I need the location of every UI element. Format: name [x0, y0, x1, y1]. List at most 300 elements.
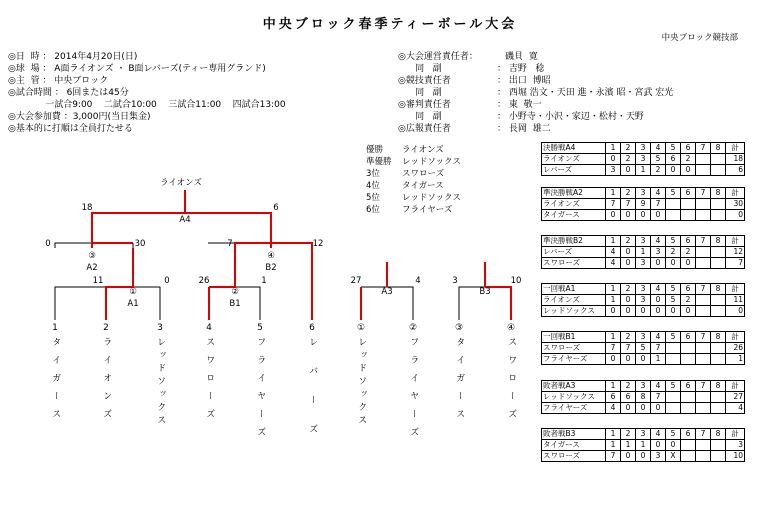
inning-score: 1	[651, 354, 666, 365]
scoreboard-row	[542, 295, 745, 306]
inning-score: 0	[621, 403, 636, 414]
inning-score	[696, 210, 711, 221]
b3-right-score: 10	[510, 276, 522, 286]
inning-score	[681, 440, 696, 451]
inning-score	[711, 392, 726, 403]
scoreboard-title: 一回戦B1	[542, 332, 606, 343]
inning-header: 6	[681, 284, 696, 295]
inning-header: 1	[606, 143, 621, 154]
inning-score	[696, 392, 711, 403]
semi-right-left-score: 7	[227, 239, 233, 249]
inning-score	[666, 403, 681, 414]
inning-score	[681, 199, 696, 210]
inning-score: 0	[651, 258, 666, 269]
slot-number: 5	[257, 323, 263, 333]
bracket-line-win	[106, 248, 133, 320]
team-name: ライオンズ	[542, 295, 606, 306]
a3-label: A3	[381, 287, 393, 297]
inning-header: 7	[696, 236, 711, 247]
scoreboard-title: 準決勝戦B2	[542, 236, 606, 247]
inning-score: 7	[606, 343, 621, 354]
scoreboard-title: 敗者戦B3	[542, 429, 606, 440]
inning-header: 1	[606, 188, 621, 199]
inning-header: 7	[696, 381, 711, 392]
inning-header: 7	[696, 429, 711, 440]
inning-header: 計	[726, 381, 745, 392]
inning-header: 3	[636, 332, 651, 343]
inning-score: 0	[621, 247, 636, 258]
slot-number: ①	[356, 323, 366, 333]
inning-score	[681, 451, 696, 462]
inning-score	[681, 343, 696, 354]
inning-score: 0	[636, 354, 651, 365]
final-label: A4	[179, 215, 191, 225]
team-slot	[305, 322, 319, 453]
inning-header: 1	[606, 332, 621, 343]
inning-header: 6	[681, 429, 696, 440]
staff-name: ： 吉野 稔	[497, 64, 545, 74]
scoreboard-row	[542, 354, 745, 365]
inning-score: 3	[636, 154, 651, 165]
inning-score: 2	[651, 165, 666, 176]
total-score: 0	[726, 210, 745, 221]
a1-label: A1	[127, 299, 139, 309]
inning-score: 3	[651, 247, 666, 258]
total-score: 30	[726, 199, 745, 210]
team-name: スワローズ	[542, 451, 606, 462]
inning-header: 2	[621, 284, 636, 295]
slot-team-name: レッドソックス	[356, 336, 367, 428]
inning-score	[696, 343, 711, 354]
bracket-line	[55, 243, 92, 248]
inning-score: 0	[636, 451, 651, 462]
inning-score: 2	[681, 295, 696, 306]
inning-score	[696, 403, 711, 414]
slot-team-name: タイガース	[454, 336, 465, 427]
slot-number: 4	[206, 323, 212, 333]
scoreboard-row	[542, 343, 745, 354]
inning-header: 計	[726, 429, 745, 440]
scoreboard-row	[542, 403, 745, 414]
inning-score: 0	[606, 354, 621, 365]
inning-score	[666, 392, 681, 403]
inning-score	[711, 403, 726, 414]
inning-score: 7	[651, 343, 666, 354]
team-slot	[253, 322, 267, 445]
inning-score	[711, 258, 726, 269]
inning-score: 7	[621, 343, 636, 354]
inning-header: 計	[726, 284, 745, 295]
inning-header: 4	[651, 188, 666, 199]
inning-score	[711, 343, 726, 354]
semi-left-marker: ③	[88, 251, 96, 261]
scoreboard	[541, 187, 745, 221]
slot-team-name: タイガース	[50, 336, 61, 427]
standing-place: 準優勝	[366, 157, 392, 167]
inning-score: 4	[606, 258, 621, 269]
standing-team: ライオンズ	[402, 145, 444, 155]
info-batting-rule: ◎基本的に打順は全員打たせる	[8, 124, 133, 134]
inning-header: 8	[711, 429, 726, 440]
inning-score	[681, 354, 696, 365]
inning-score: 7	[606, 199, 621, 210]
scoreboard-row	[542, 199, 745, 210]
b1-marker: ②	[231, 287, 239, 297]
a3-left-score: 27	[350, 276, 362, 286]
staff-role: 同 副	[398, 88, 442, 98]
inning-score: 3	[651, 451, 666, 462]
inning-score: 1	[636, 440, 651, 451]
scoreboard	[541, 235, 745, 269]
inning-score: 5	[666, 295, 681, 306]
inning-score: 0	[636, 306, 651, 317]
scoreboard-row	[542, 451, 745, 462]
scoreboard-row	[542, 247, 745, 258]
inning-score: 0	[636, 403, 651, 414]
semi-right-right-score: 12	[312, 239, 324, 249]
info-schedule: 一試合9:00 二試合10:00 三試合11:00 四試合13:00	[8, 100, 286, 110]
inning-header: 2	[621, 188, 636, 199]
inning-header: 2	[621, 236, 636, 247]
team-name: レッドソックス	[542, 306, 606, 317]
inning-score	[711, 199, 726, 210]
team-name: レッドソックス	[542, 392, 606, 403]
inning-header: 7	[696, 143, 711, 154]
semi-left-left-score: 0	[45, 239, 51, 249]
total-score: 27	[726, 392, 745, 403]
inning-score: 0	[606, 210, 621, 221]
inning-score	[711, 210, 726, 221]
standing-team: フライヤーズ	[402, 205, 453, 215]
inning-header: 7	[696, 332, 711, 343]
slot-team-name: フライヤーズ	[408, 336, 419, 445]
inning-header: 6	[681, 332, 696, 343]
inning-score: 0	[606, 154, 621, 165]
inning-score: 6	[621, 392, 636, 403]
slot-team-name: レバーズ	[307, 336, 318, 453]
inning-header: 6	[681, 188, 696, 199]
staff-name: ： 西堀 浩文・天田 進・永濱 昭・宮武 宏光	[497, 88, 674, 98]
slot-team-name: スワローズ	[204, 336, 215, 427]
inning-score: 0	[651, 295, 666, 306]
inning-score: 4	[606, 247, 621, 258]
team-name: ライオンズ	[542, 154, 606, 165]
total-score: 26	[726, 343, 745, 354]
inning-score: 1	[636, 165, 651, 176]
total-score: 10	[726, 451, 745, 462]
team-name: スワローズ	[542, 343, 606, 354]
scoreboard-row	[542, 154, 745, 165]
scoreboard-title: 敗者戦A3	[542, 381, 606, 392]
scoreboard-row	[542, 210, 745, 221]
info-date: ◎日 時 ： 2014年4月20日(日)	[8, 52, 138, 62]
total-score: 0	[726, 306, 745, 317]
info-fee: ◎大会参加費 ：3,000円(当日集金)	[8, 112, 151, 122]
standing-place: 6位	[366, 205, 380, 215]
team-slot	[504, 322, 518, 427]
inning-score: 0	[621, 258, 636, 269]
inning-header: 5	[666, 284, 681, 295]
inning-header: 5	[666, 381, 681, 392]
inning-header: 8	[711, 188, 726, 199]
a1-right-score: 0	[164, 276, 170, 286]
scoreboard	[541, 283, 745, 317]
inning-score	[666, 210, 681, 221]
inning-score: 0	[606, 306, 621, 317]
b3-label: B3	[479, 287, 491, 297]
inning-score	[696, 154, 711, 165]
inning-score: 0	[666, 165, 681, 176]
inning-score: 1	[606, 440, 621, 451]
inning-score	[696, 165, 711, 176]
semi-right-marker: ④	[267, 251, 275, 261]
inning-score	[666, 343, 681, 354]
team-name: タイガース	[542, 210, 606, 221]
team-name: レバーズ	[542, 247, 606, 258]
inning-header: 2	[621, 143, 636, 154]
slot-team-name: ライオンズ	[101, 336, 112, 427]
inning-header: 4	[651, 284, 666, 295]
staff-role: ◎競技責任者	[398, 76, 451, 86]
staff-name: ： 出口 博昭	[497, 76, 551, 86]
team-name: タイガース	[542, 440, 606, 451]
a3-right-score: 4	[415, 276, 421, 286]
scoreboard	[541, 380, 745, 414]
inning-header: 2	[621, 332, 636, 343]
inning-header: 2	[621, 429, 636, 440]
inning-score: 6	[606, 392, 621, 403]
inning-score: 0	[681, 258, 696, 269]
inning-score: 1	[636, 247, 651, 258]
inning-header: 3	[636, 429, 651, 440]
inning-score	[681, 392, 696, 403]
scoreboard	[541, 142, 745, 176]
staff-role: 同 副	[398, 64, 442, 74]
semi-right-label: B2	[265, 263, 277, 273]
staff-name: ： 長岡 雄二	[497, 124, 551, 134]
b1-left-score: 26	[198, 276, 210, 286]
inning-score	[711, 451, 726, 462]
inning-score: 0	[621, 210, 636, 221]
bracket-line	[55, 287, 106, 320]
b1-right-score: 1	[261, 276, 267, 286]
staff-role: ◎大会運営責任者：	[398, 52, 478, 62]
inning-score	[696, 354, 711, 365]
slot-number: ②	[408, 323, 418, 333]
info-game-time: ◎試合時間 ： 6回または45分	[8, 88, 129, 98]
inning-score: 8	[636, 392, 651, 403]
inning-score: 0	[621, 165, 636, 176]
inning-score: 0	[651, 306, 666, 317]
inning-header: 1	[606, 381, 621, 392]
scoreboard-row	[542, 440, 745, 451]
inning-score	[666, 199, 681, 210]
standing-place: 5位	[366, 193, 380, 203]
inning-header: 3	[636, 236, 651, 247]
inning-score	[696, 258, 711, 269]
inning-header: 2	[621, 381, 636, 392]
inning-score: 0	[636, 210, 651, 221]
staff-name: 磯貝 寛	[505, 52, 538, 62]
standing-team: タイガース	[402, 181, 444, 191]
inning-header: 5	[666, 236, 681, 247]
inning-score: 7	[651, 199, 666, 210]
inning-header: 7	[696, 188, 711, 199]
bracket-line-win	[209, 248, 235, 320]
bracket-line-win	[92, 243, 133, 248]
inning-header: 8	[711, 236, 726, 247]
total-score: 1	[726, 354, 745, 365]
inning-header: 計	[726, 236, 745, 247]
inning-score	[711, 295, 726, 306]
slot-team-name: スワローズ	[506, 336, 517, 427]
scoreboard-row	[542, 165, 745, 176]
inning-header: 計	[726, 143, 745, 154]
inning-header: 4	[651, 381, 666, 392]
semi-left-label: A2	[86, 263, 98, 273]
inning-score: 0	[651, 210, 666, 221]
b1-label: B1	[229, 299, 241, 309]
team-slot	[48, 322, 62, 427]
inning-header: 8	[711, 332, 726, 343]
inning-header: 8	[711, 143, 726, 154]
a1-left-score: 11	[92, 276, 104, 286]
inning-score: 0	[621, 451, 636, 462]
inning-score: 7	[606, 451, 621, 462]
slot-team-name: フライヤーズ	[255, 336, 266, 445]
inning-header: 1	[606, 236, 621, 247]
bracket-lines-red	[92, 190, 511, 320]
inning-score	[696, 199, 711, 210]
team-name: ライオンズ	[542, 199, 606, 210]
page-title: 中央ブロック春季ティーボール大会	[262, 17, 518, 32]
total-score: 6	[726, 165, 745, 176]
bracket-line-win	[92, 190, 185, 243]
b3-left-score: 3	[452, 276, 458, 286]
inning-header: 1	[606, 429, 621, 440]
team-name: レバーズ	[542, 165, 606, 176]
inning-header: 4	[651, 143, 666, 154]
inning-score: 0	[666, 306, 681, 317]
slot-number: ③	[454, 323, 464, 333]
inning-score: 0	[681, 306, 696, 317]
team-slot	[354, 322, 368, 428]
inning-header: 3	[636, 188, 651, 199]
inning-score	[681, 210, 696, 221]
final-right-score: 6	[273, 203, 279, 213]
inning-score: 0	[651, 440, 666, 451]
slot-number: 6	[309, 323, 315, 333]
scoreboard-title: 準決勝戦A2	[542, 188, 606, 199]
inning-score	[711, 354, 726, 365]
team-name: スワローズ	[542, 258, 606, 269]
inning-score: 0	[651, 403, 666, 414]
inning-score: 6	[666, 154, 681, 165]
total-score: 11	[726, 295, 745, 306]
inning-score: 0	[666, 440, 681, 451]
inning-score: 5	[636, 343, 651, 354]
inning-score: 0	[621, 295, 636, 306]
inning-header: 8	[711, 284, 726, 295]
inning-score: 5	[651, 154, 666, 165]
final-left-score: 18	[81, 203, 93, 213]
inning-header: 5	[666, 429, 681, 440]
inning-score: 1	[606, 295, 621, 306]
inning-header: 6	[681, 236, 696, 247]
team-slot	[202, 322, 216, 427]
inning-score	[696, 295, 711, 306]
inning-header: 8	[711, 381, 726, 392]
scoreboard	[541, 428, 745, 462]
staff-name: ： 小野寺・小沢・家辺・松村・天野	[497, 112, 644, 122]
staff-role: ◎審判責任者	[398, 100, 451, 110]
semi-left-right-score: 30	[134, 239, 146, 249]
staff-name: ： 東 敬一	[497, 100, 542, 110]
inning-header: 5	[666, 188, 681, 199]
team-slot	[452, 322, 466, 427]
a1-marker: ①	[129, 287, 137, 297]
scoreboard	[541, 331, 745, 365]
standing-place: 3位	[366, 169, 380, 179]
inning-score	[711, 154, 726, 165]
standing-team: レッドソックス	[402, 193, 461, 203]
inning-score: 4	[606, 403, 621, 414]
inning-header: 6	[681, 143, 696, 154]
team-slot	[99, 322, 113, 427]
slot-team-name: レッドソックス	[155, 336, 166, 428]
inning-header: 3	[636, 381, 651, 392]
inning-score: 0	[681, 165, 696, 176]
team-name: フライヤーズ	[542, 403, 606, 414]
slot-number: 1	[52, 323, 58, 333]
inning-header: 計	[726, 188, 745, 199]
inning-score: 3	[606, 165, 621, 176]
inning-header: 4	[651, 429, 666, 440]
inning-score: 3	[636, 258, 651, 269]
team-name: フライヤーズ	[542, 354, 606, 365]
staff-role: 同 副	[398, 112, 442, 122]
slot-number: ④	[506, 323, 516, 333]
info-host: ◎主 管 ： 中央ブロック	[8, 76, 109, 86]
scoreboard-row	[542, 392, 745, 403]
slot-number: 2	[103, 323, 109, 333]
inning-score: 0	[621, 306, 636, 317]
total-score: 4	[726, 403, 745, 414]
scoreboard-title: 一回戦A1	[542, 284, 606, 295]
inning-score: 1	[621, 440, 636, 451]
inning-header: 4	[651, 332, 666, 343]
inning-score	[696, 306, 711, 317]
team-slot	[153, 322, 167, 428]
inning-score	[696, 247, 711, 258]
info-field: ◎球 場 ： A面ライオンズ ・ B面レバーズ(ティー専用グランド)	[8, 64, 266, 74]
scoreboard-row	[542, 258, 745, 269]
standing-team: レッドソックス	[402, 157, 461, 167]
slot-number: 3	[157, 323, 163, 333]
inning-score	[696, 451, 711, 462]
inning-score: 2	[681, 247, 696, 258]
inning-score: 2	[621, 154, 636, 165]
inning-score	[711, 165, 726, 176]
total-score: 3	[726, 440, 745, 451]
inning-score: 2	[666, 247, 681, 258]
inning-score	[666, 354, 681, 365]
inning-score	[711, 306, 726, 317]
scoreboard-title: 決勝戦A4	[542, 143, 606, 154]
inning-score	[681, 403, 696, 414]
inning-score: 2	[681, 154, 696, 165]
inning-header: 4	[651, 236, 666, 247]
